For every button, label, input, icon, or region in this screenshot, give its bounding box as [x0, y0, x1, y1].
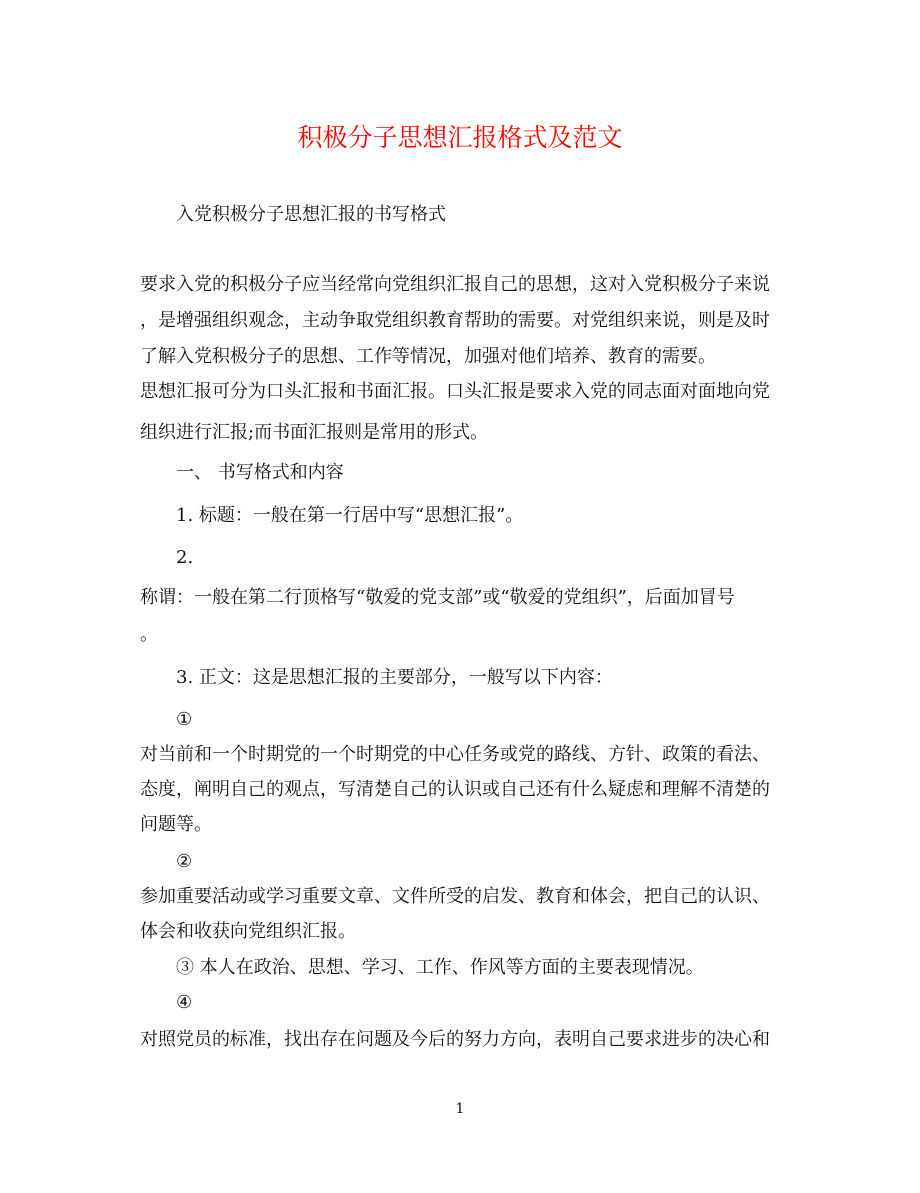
document-title: 积极分子思想汇报格式及范文 — [297, 123, 623, 152]
body-text-line: 1. 标题：一般在第一行居中写“思想汇报”。 — [176, 505, 524, 526]
body-text-line: 。 — [140, 624, 158, 645]
body-text-line: ④ — [176, 992, 193, 1013]
body-text-line: 了解入党积极分子的思想、工作等情况，加强对他们培养、教育的需要。 — [140, 346, 716, 367]
body-text-line: 对当前和一个时期党的一个时期党的中心任务或党的路线、方针、政策的看法、 — [140, 744, 770, 765]
body-text-line: 参加重要活动或学习重要文章、文件所受的启发、教育和体会，把自己的认识、 — [140, 886, 770, 907]
body-text-line: ，是增强组织观念，主动争取党组织教育帮助的需要。对党组织来说，则是及时 — [140, 310, 770, 331]
body-text-line: 3. 正文：这是思想汇报的主要部分，一般写以下内容： — [176, 667, 613, 688]
body-text-line: 2. — [176, 547, 194, 568]
body-text-line: 对照党员的标准，找出存在问题及今后的努力方向，表明自己要求进步的决心和 — [140, 1029, 770, 1050]
page-number: 1 — [455, 1101, 465, 1117]
body-text-line: 要求入党的积极分子应当经常向党组织汇报自己的思想，这对入党积极分子来说 — [140, 274, 770, 295]
body-text-line: ③ 本人在政治、思想、学习、工作、作风等方面的主要表现情况。 — [176, 957, 704, 978]
body-text-line: 组织进行汇报;而书面汇报则是常用的形式。 — [140, 422, 489, 443]
body-text-line: 体会和收获向党组织汇报。 — [140, 921, 356, 942]
body-text-line: ① — [176, 709, 193, 730]
body-text-line: 思想汇报可分为口头汇报和书面汇报。口头汇报是要求入党的同志面对面地向党 — [140, 381, 770, 402]
body-text-line: 一、 书写格式和内容 — [176, 462, 344, 483]
body-text-line: 态度，阐明自己的观点，写清楚自己的认识或自己还有什么疑虑和理解不清楚的 — [140, 779, 770, 800]
body-text-line: 称谓：一般在第二行顶格写“敬爱的党支部”或“敬爱的党组织”，后面加冒号 — [140, 587, 735, 608]
body-text-line: 问题等。 — [140, 814, 212, 835]
section-heading: 入党积极分子思想汇报的书写格式 — [176, 204, 446, 225]
body-text-line: ② — [176, 851, 193, 872]
